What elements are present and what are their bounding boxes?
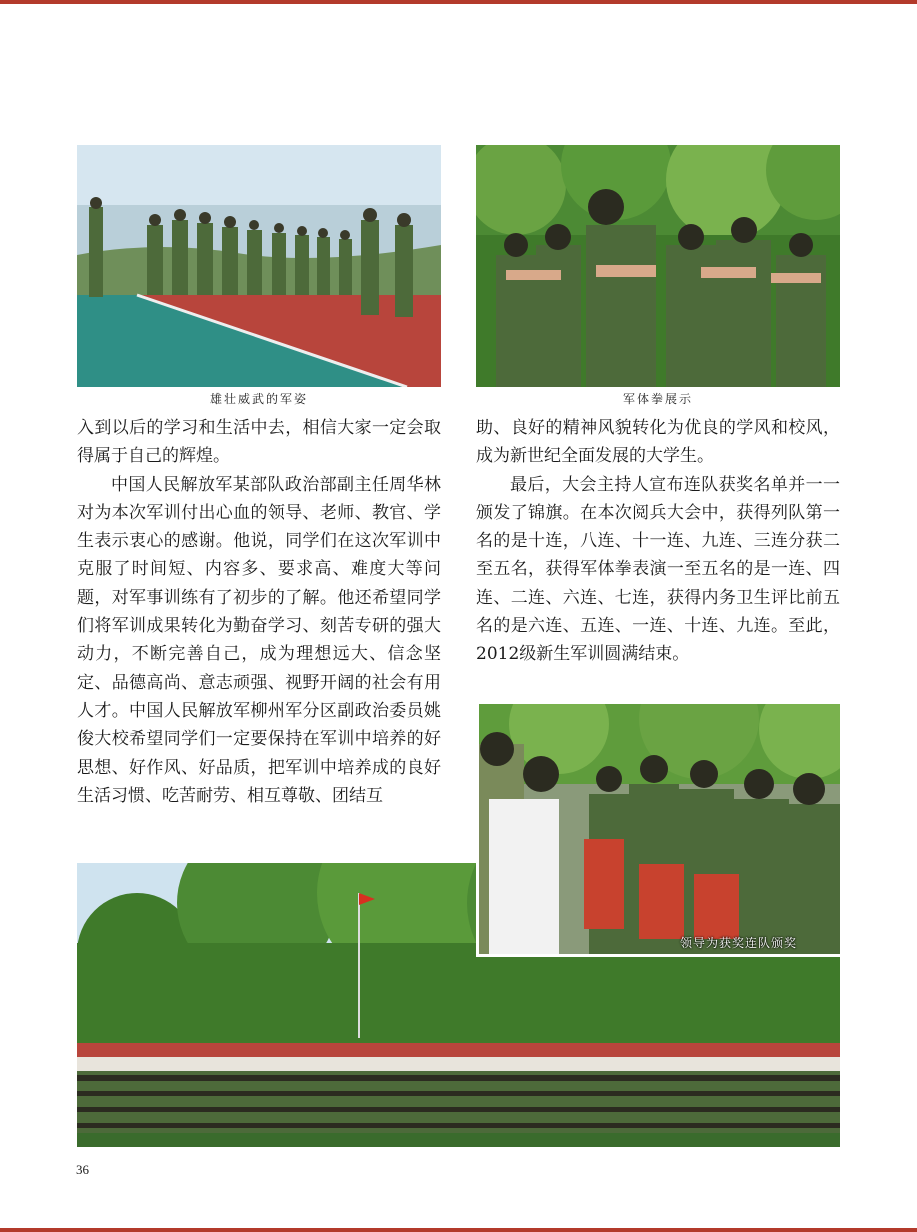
photo1-caption: 雄壮威武的军姿 [209, 392, 308, 406]
award-photo [476, 704, 840, 957]
martial-arts-photo [476, 145, 840, 387]
paragraph: 中国人民解放军某部队政治部副主任周华林对为本次军训付出心血的领导、老师、教官、学生表示衷心的感谢。他说，同学们在这次军训中克服了时间短、内容多、要求高、难度大等问题，对军事训练有了初步的了解。他还希望同学们将军训成果转化为勤奋学习、刻苦专研的强大动力，不断完善自己，成为理想远大、信念坚定、品德高尚、意志顽强、视野开阔的社会有用人才。中国人民解放军柳州军分区副政治委员姚俊大校希望同学们一定要保持在军训中培养的好思想、好作风、好品质，把军训中培养成的良好生活习惯、吃苦耐劳、相互尊敬、团结互 [77, 474, 441, 806]
paragraph: 最后，大会主持人宣布连队获奖名单并一一颁发了锦旗。在本次阅兵大会中，获得列队第一名的是十连，八连、十一连、九连、三连分获二至五名，获得军体拳表演一至五名的是一连、四连、二连、六连、七连，获得内务卫生评比前五名的是六连、五连、一连、十连、九连。至此，2012级新生军训圆满结束。 [476, 474, 840, 665]
paragraph: 入到以后的学习和生活中去，相信大家一定会取得属于自己的辉煌。 [77, 418, 441, 467]
bottom-rule [0, 1228, 917, 1232]
right-text-column [476, 414, 840, 669]
page-number: 36 [76, 1162, 89, 1177]
marching-photo [77, 145, 441, 387]
top-rule [0, 0, 917, 4]
photo2-caption: 军体拳展示 [622, 392, 693, 406]
paragraph: 助、良好的精神风貌转化为优良的学风和校风，成为新世纪全面发展的大学生。 [476, 418, 840, 467]
photo3-caption: 领导为获奖连队颁奖 [680, 936, 798, 950]
left-text-column [77, 414, 441, 810]
